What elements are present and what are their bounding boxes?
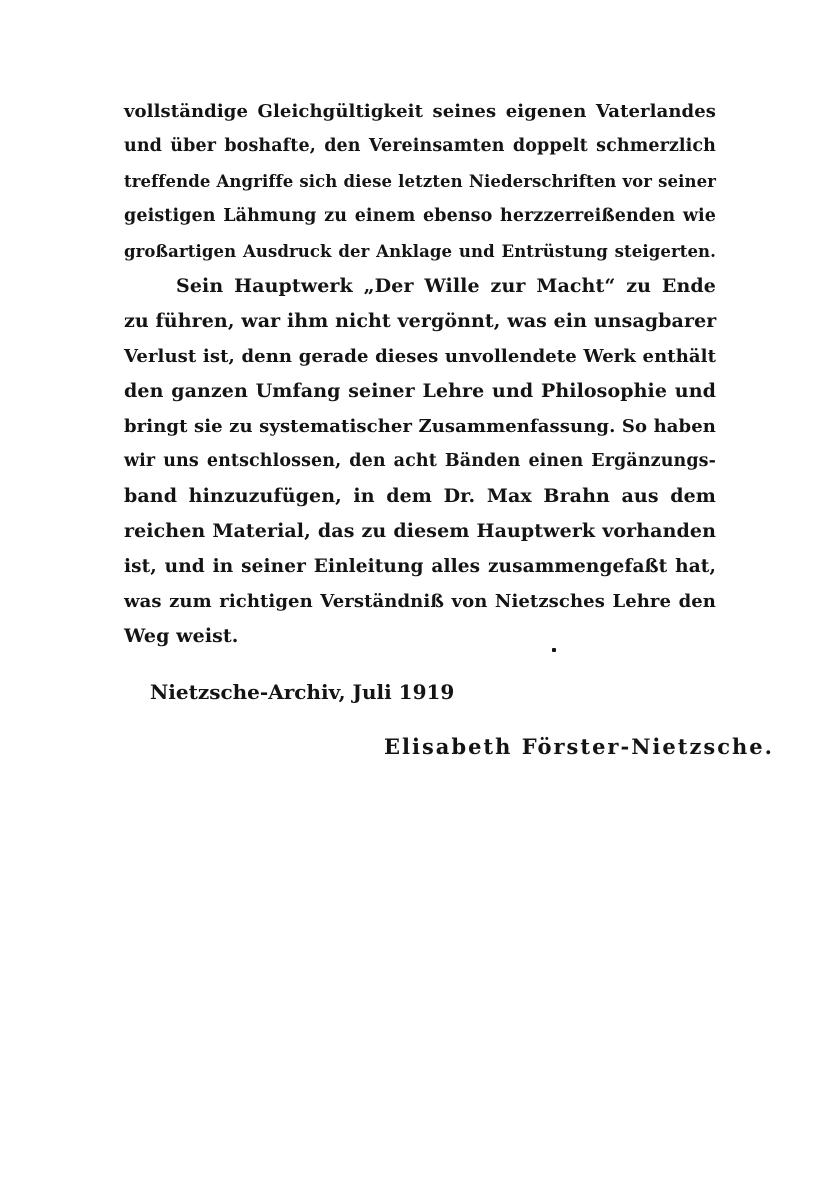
signature: Elisabeth Förster-Nietzsche. — [384, 734, 774, 759]
text-line: großartigen Ausdruck der Anklage und Entrüstung steigerten. — [124, 242, 716, 261]
text-line: ist, und in seiner Einleitung alles zusammengefaßt hat, — [124, 556, 716, 577]
stray-mark — [552, 648, 556, 652]
text-line: reichen Material, das zu diesem Hauptwerk vorhanden — [124, 520, 716, 542]
text-line: den ganzen Umfang seiner Lehre und Philosophie und — [124, 380, 716, 402]
text-line: band hinzuzufügen, in dem Dr. Max Brahn aus dem — [124, 485, 716, 507]
body-text — [124, 94, 716, 654]
text-line: zu führen, war ihm nicht vergönnt, was ein unsagbarer — [124, 310, 717, 332]
text-line: wir uns entschlossen, den acht Bänden einen Ergänzungs- — [124, 451, 716, 471]
text-line: vollständige Gleichgültigkeit seines eigenen Vaterlandes — [124, 101, 716, 122]
place-date: Nietzsche-Archiv, Juli 1919 — [150, 680, 455, 704]
text-line: geistigen Lähmung zu einem ebenso herzzerreißenden wie — [124, 206, 716, 226]
text-line: bringt sie zu systematischer Zusammenfassung. So haben — [124, 416, 716, 437]
text-line: Sein Hauptwerk „Der Wille zur Macht“ zu Ende — [176, 275, 716, 297]
text-line: treffende Angriffe sich diese letzten Niederschriften vor seiner — [124, 172, 716, 191]
text-line: und über boshafte, den Vereinsamten doppelt schmerzlich — [124, 136, 716, 156]
text-line: Verlust ist, denn gerade dieses unvollendete Werk enthält — [124, 346, 716, 367]
text-line: was zum richtigen Verständniß von Nietzsches Lehre den — [124, 591, 716, 612]
text-line: Weg weist. — [124, 625, 239, 647]
